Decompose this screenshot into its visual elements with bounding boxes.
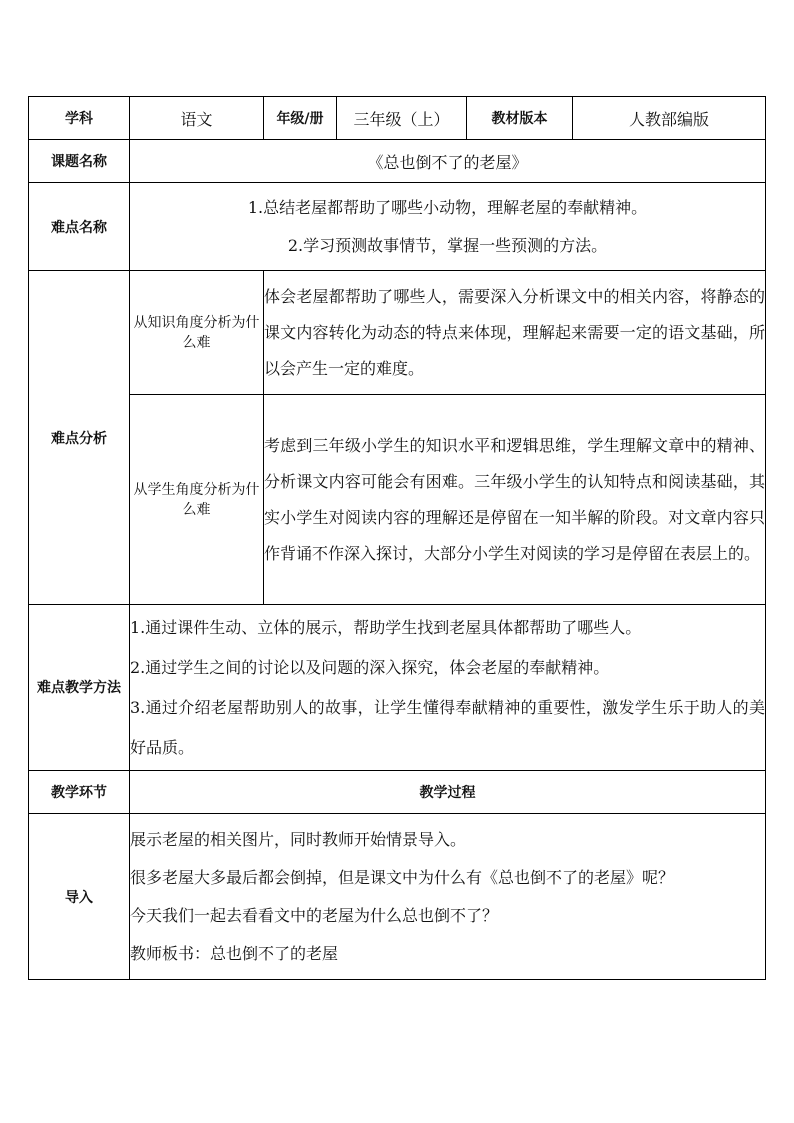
intro-content	[130, 814, 766, 980]
knowledge-angle-text: 体会老屋都帮助了哪些人，需要深入分析课文中的相关内容，将静态的课文内容转化为动态的特点来体现，理解起来需要一定的语文基础，所以会产生一定的难度。	[264, 271, 766, 395]
intro-row	[29, 814, 766, 980]
difficulty-item: 1.总结老屋都帮助了哪些小动物，理解老屋的奉献精神。	[247, 197, 648, 217]
difficulty-list	[130, 183, 766, 271]
method-item: 3.通过介绍老屋帮助别人的故事，让学生懂得奉献精神的重要性，激发学生乐于助人的美好品质。	[130, 697, 765, 757]
method-label: 难点教学方法	[29, 605, 130, 771]
process-label: 教学过程	[130, 771, 766, 814]
intro-line: 展示老屋的相关图片，同时教师开始情景导入。	[130, 829, 467, 849]
intro-label: 导入	[29, 814, 130, 980]
knowledge-angle-label: 从知识角度分析为什么难	[130, 271, 264, 395]
subject-label: 学科	[29, 97, 130, 140]
intro-line: 今天我们一起去看看文中的老屋为什么总也倒不了？	[130, 905, 499, 925]
analysis-label: 难点分析	[29, 271, 130, 605]
process-header-row	[29, 771, 766, 814]
analysis-knowledge-row	[29, 271, 766, 395]
grade-label: 年级/册	[264, 97, 337, 140]
student-angle-text: 考虑到三年级小学生的知识水平和逻辑思维，学生理解文章中的精神、分析课文内容可能会有困难。三年级小学生的认知特点和阅读基础，其实小学生对阅读内容的理解还是停留在一知半解的阶段。对文章内容只作背诵不作深入探讨，大部分小学生对阅读的学习是停留在表层上的。	[264, 395, 766, 605]
difficulty-item: 2.学习预测故事情节，掌握一些预测的方法。	[287, 235, 608, 255]
lesson-label: 课题名称	[29, 140, 130, 183]
lesson-plan-table	[28, 96, 766, 980]
method-row	[29, 605, 766, 771]
edition-label: 教材版本	[467, 97, 573, 140]
lesson-row	[29, 140, 766, 183]
difficulty-row	[29, 183, 766, 271]
grade-value: 三年级（上）	[337, 97, 467, 140]
student-angle-label: 从学生角度分析为什么难	[130, 395, 264, 605]
header-row	[29, 97, 766, 140]
method-item: 2.通过学生之间的讨论以及问题的深入探究，体会老屋的奉献精神。	[130, 657, 610, 677]
method-item: 1.通过课件生动、立体的展示，帮助学生找到老屋具体都帮助了哪些人。	[130, 617, 642, 637]
subject-value: 语文	[130, 97, 264, 140]
lesson-title: 《总也倒不了的老屋》	[130, 140, 766, 183]
edition-value: 人教部编版	[573, 97, 766, 140]
intro-line: 很多老屋大多最后都会倒掉，但是课文中为什么有《总也倒不了的老屋》呢？	[130, 867, 675, 887]
intro-line: 教师板书：总也倒不了的老屋	[130, 943, 339, 963]
stage-label: 教学环节	[29, 771, 130, 814]
difficulty-label: 难点名称	[29, 183, 130, 271]
analysis-student-row	[29, 395, 766, 605]
method-list	[130, 605, 766, 771]
